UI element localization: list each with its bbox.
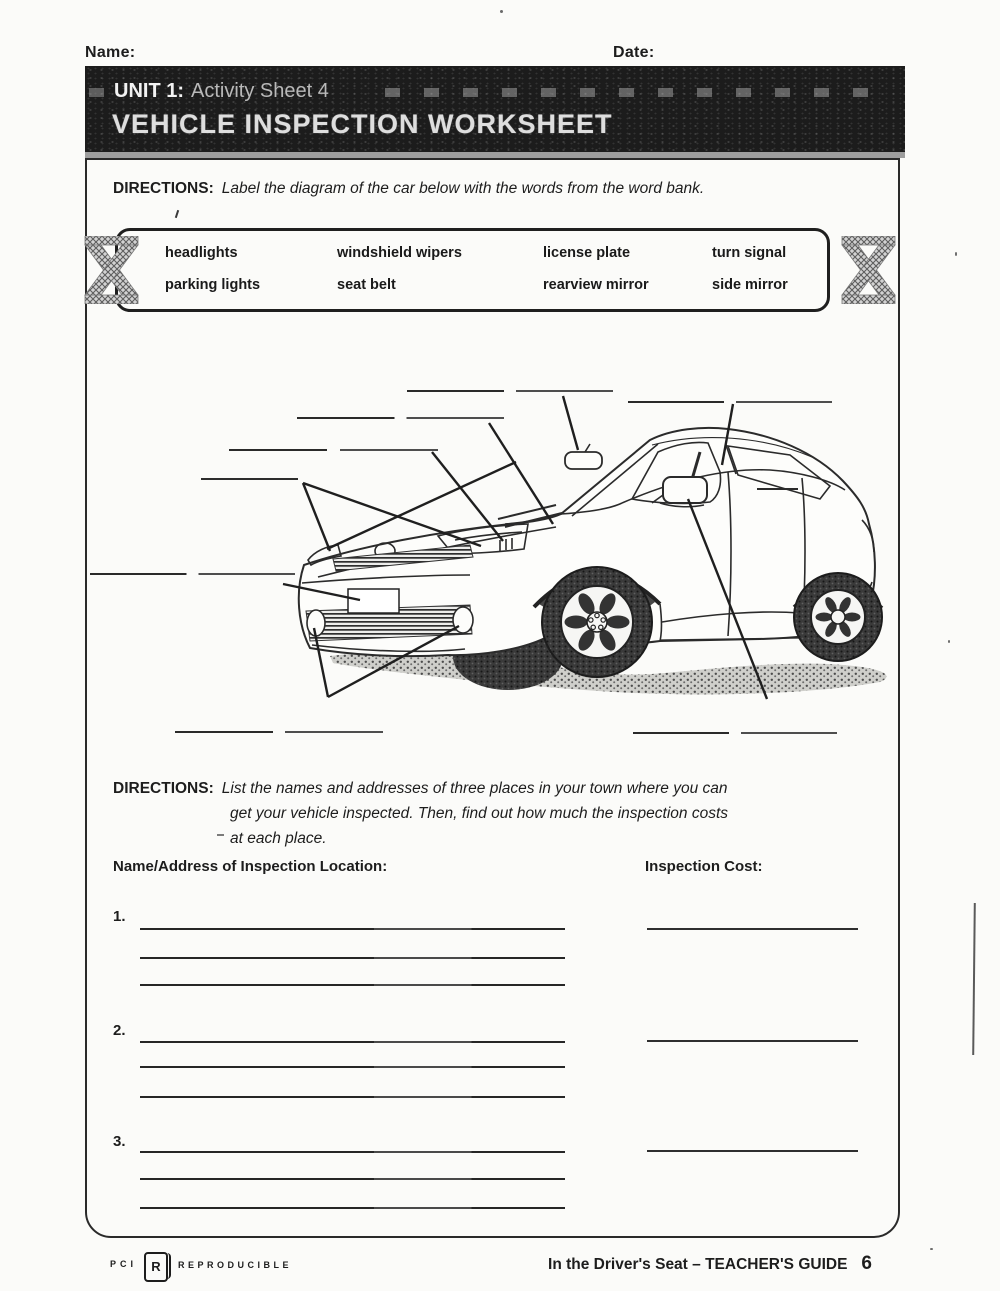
diagram-blank-left[interactable] bbox=[201, 478, 298, 480]
license-plate bbox=[348, 589, 399, 613]
directions-2 bbox=[113, 776, 893, 851]
rearview-mirror-stem bbox=[585, 444, 590, 452]
diagram-blank-top-right[interactable] bbox=[628, 401, 832, 403]
name-label: Name: bbox=[85, 44, 136, 61]
leader-upper-left bbox=[489, 423, 553, 524]
banner bbox=[85, 66, 905, 158]
x-decoration-left bbox=[85, 236, 138, 304]
diagram-blank-bottom-left[interactable] bbox=[175, 731, 383, 733]
directions-1-text: Label the diagram of the car below with the words from the word bank. bbox=[221, 180, 705, 197]
x-decoration-right bbox=[842, 236, 895, 304]
diagram-blank-bottom-right[interactable] bbox=[633, 732, 837, 734]
car-diagram bbox=[85, 330, 900, 775]
right-parking-light bbox=[453, 607, 473, 633]
banner-texture-dashes bbox=[385, 88, 885, 97]
cost-line-2[interactable] bbox=[647, 1040, 858, 1042]
banner-subtitle bbox=[114, 80, 329, 103]
directions-1-label: DIRECTIONS: bbox=[113, 180, 214, 197]
location-line-3a[interactable] bbox=[140, 1151, 565, 1153]
scan-speck bbox=[948, 640, 950, 643]
cost-line-1[interactable] bbox=[647, 928, 858, 930]
word-bank-item: windshield wipers bbox=[337, 245, 462, 261]
front-wheel bbox=[542, 567, 652, 677]
scan-speck bbox=[930, 1248, 933, 1250]
directions-2-line2: get your vehicle inspected. Then, find out how much the inspection costs bbox=[230, 805, 729, 822]
footer-title bbox=[548, 1253, 872, 1275]
page-number: 6 bbox=[861, 1253, 872, 1274]
banner-texture-dash bbox=[89, 88, 104, 97]
publisher-name: PCI bbox=[110, 1259, 138, 1269]
unit-label: UNIT 1: bbox=[114, 80, 184, 102]
scan-speck bbox=[955, 252, 957, 256]
activity-label: Activity Sheet 4 bbox=[191, 80, 329, 102]
leader-top-center bbox=[563, 396, 578, 450]
diagram-blank-top-center[interactable] bbox=[407, 390, 613, 392]
page-title: VEHICLE INSPECTION WORKSHEET bbox=[112, 109, 613, 139]
location-line-2a[interactable] bbox=[140, 1041, 565, 1043]
leader-left-v1 bbox=[303, 483, 330, 551]
location-line-1a[interactable] bbox=[140, 928, 565, 930]
location-header: Name/Address of Inspection Location: bbox=[113, 858, 388, 875]
rearview-mirror-drawing bbox=[565, 452, 602, 469]
cost-header: Inspection Cost: bbox=[645, 858, 763, 875]
location-line-3b[interactable] bbox=[140, 1178, 565, 1180]
scan-speck bbox=[500, 10, 503, 13]
word-bank-item: seat belt bbox=[337, 277, 396, 293]
side-mirror-drawing bbox=[663, 477, 707, 503]
scan-dash bbox=[217, 834, 224, 836]
row-number: 2. bbox=[113, 1022, 126, 1039]
directions-2-line1: List the names and addresses of three places in your town where you can bbox=[221, 780, 728, 797]
scan-artifact-line bbox=[972, 903, 976, 1055]
diagram-blank-lower-left[interactable] bbox=[90, 573, 295, 575]
directions-1 bbox=[113, 176, 893, 201]
diagram-blank-upper-left[interactable] bbox=[297, 417, 504, 419]
word-bank-decorations bbox=[0, 236, 1000, 304]
book-title: In the Driver's Seat – TEACHER'S GUIDE bbox=[548, 1256, 848, 1273]
word-bank-item: turn signal bbox=[712, 245, 787, 261]
row-number: 3. bbox=[113, 1133, 126, 1150]
reproducible-logo: R bbox=[144, 1252, 168, 1282]
word-bank-item: headlights bbox=[165, 245, 238, 261]
location-line-3c[interactable] bbox=[140, 1207, 565, 1209]
leader-left-v2 bbox=[303, 483, 481, 546]
location-line-2b[interactable] bbox=[140, 1066, 565, 1068]
cost-line-3[interactable] bbox=[647, 1150, 858, 1152]
word-bank-item: license plate bbox=[543, 245, 631, 261]
location-line-2c[interactable] bbox=[140, 1096, 565, 1098]
rear-wheel bbox=[794, 573, 882, 661]
date-label: Date: bbox=[613, 44, 655, 61]
word-bank-item: side mirror bbox=[712, 277, 788, 293]
word-bank-item: rearview mirror bbox=[543, 277, 649, 293]
diagram-blank-mid-left[interactable] bbox=[229, 449, 438, 451]
location-line-1b[interactable] bbox=[140, 957, 565, 959]
directions-2-label: DIRECTIONS: bbox=[113, 780, 214, 797]
directions-2-line3: at each place. bbox=[230, 830, 327, 847]
row-number: 1. bbox=[113, 908, 126, 925]
reproducible-label: REPRODUCIBLE bbox=[178, 1260, 293, 1270]
word-bank-item: parking lights bbox=[165, 277, 261, 293]
location-line-1c[interactable] bbox=[140, 984, 565, 986]
